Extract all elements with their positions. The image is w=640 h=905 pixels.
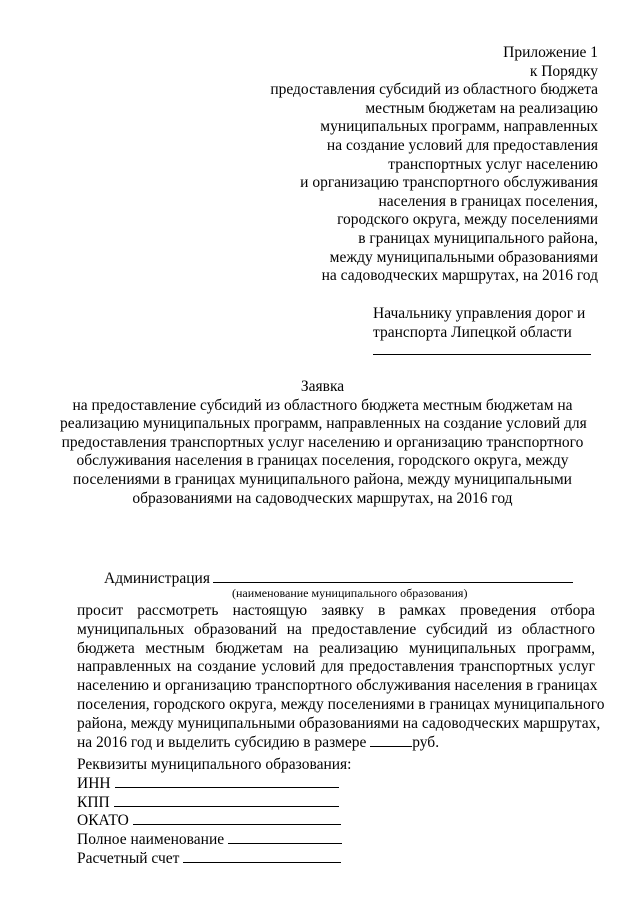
appendix-line: на садоводческих маршрутах, на 2016 год (321, 267, 598, 285)
appendix-line: на создание условий для предоставления (326, 136, 598, 154)
amount-prefix: на 2016 год и выделить субсидию в размере (77, 733, 367, 751)
requisite-full-name (77, 831, 377, 850)
appendix-line: местным бюджетам на реализацию (365, 99, 598, 117)
appendix-line: в границах муниципального района, (358, 229, 598, 247)
title-line: предоставления транспортных услуг населению и организацию транспортного (61, 433, 584, 451)
title-heading: Заявка (300, 378, 345, 395)
requisite-blank (228, 831, 342, 844)
administration-label: Администрация (104, 570, 210, 587)
requisite-blank (115, 775, 339, 788)
subsidy-amount-blank (370, 734, 412, 747)
requisite-label: КПП (77, 793, 110, 811)
requisite-okato (77, 812, 377, 831)
title-line: обслуживания населения в границах поселения, городского округа, между (76, 452, 569, 470)
appendix-header (178, 44, 598, 286)
requisite-label: Полное наименование (77, 831, 225, 849)
requisites-title: Реквизиты муниципального образования: (77, 756, 352, 773)
application-body (77, 602, 605, 752)
recipient-line: Начальнику управления дорог и (373, 305, 586, 322)
appendix-line: предоставления субсидий из областного бюджета (270, 81, 598, 99)
title-line: на предоставление субсидий из областного бюджета местным бюджетам на (72, 396, 573, 414)
appendix-line: городского округа, между поселениями (337, 211, 598, 229)
appendix-line: транспортных услуг населению (388, 155, 598, 173)
requisites-block (77, 756, 377, 869)
appendix-line: муниципальных программ, направленных (320, 118, 598, 136)
requisite-account (77, 850, 377, 869)
requisite-label: ОКАТО (77, 812, 129, 830)
body-line: населению и организацию транспортного обслуживания населения в границах (77, 677, 598, 695)
body-line: района, между муниципальными образованиями на садоводческих маршрутах, (77, 714, 601, 732)
body-line: муниципальных образований на предоставление субсидий из областного (77, 620, 595, 638)
appendix-line: населения в границах поселения, (378, 192, 598, 210)
body-line-last (77, 734, 595, 753)
requisite-blank (114, 794, 339, 807)
appendix-line: к Порядку (529, 62, 598, 80)
recipient-line: транспорта Липецкой области (373, 323, 572, 341)
administration-line (104, 568, 573, 588)
requisite-inn (77, 775, 377, 794)
amount-suffix: руб. (412, 733, 440, 751)
administration-name-blank (213, 568, 573, 583)
title-line: образованиями на садоводческих маршрутах, на 2016 год (132, 489, 513, 507)
body-line: бюджета местным бюджетам на реализацию муниципальных программ, (77, 639, 595, 657)
requisite-label: ИНН (77, 774, 111, 792)
requisite-blank (183, 850, 341, 863)
body-line: просит рассмотреть настоящую заявку в рамках проведения отбора (77, 602, 595, 619)
requisite-kpp (77, 794, 377, 813)
requisite-blank (133, 812, 341, 825)
appendix-line: и организацию транспортного обслуживания (300, 174, 598, 192)
application-title (60, 378, 585, 508)
appendix-line: Приложение 1 (503, 44, 598, 61)
body-line: поселения, городского округа, между поселениями в границах муниципального (77, 695, 605, 713)
title-line: поселениями в границах муниципального района, между муниципальными (73, 470, 572, 488)
recipient-name-blank (373, 342, 591, 355)
requisite-label: Расчетный счет (77, 849, 180, 867)
administration-caption: (наименование муниципального образования) (232, 586, 468, 600)
title-line: реализацию муниципальных программ, направленных на создание условий для (60, 415, 587, 433)
recipient-block (373, 305, 603, 355)
appendix-line: между муниципальными образованиями (329, 248, 598, 266)
body-line: направленных на создание условий для предоставления транспортных услуг (77, 658, 595, 676)
